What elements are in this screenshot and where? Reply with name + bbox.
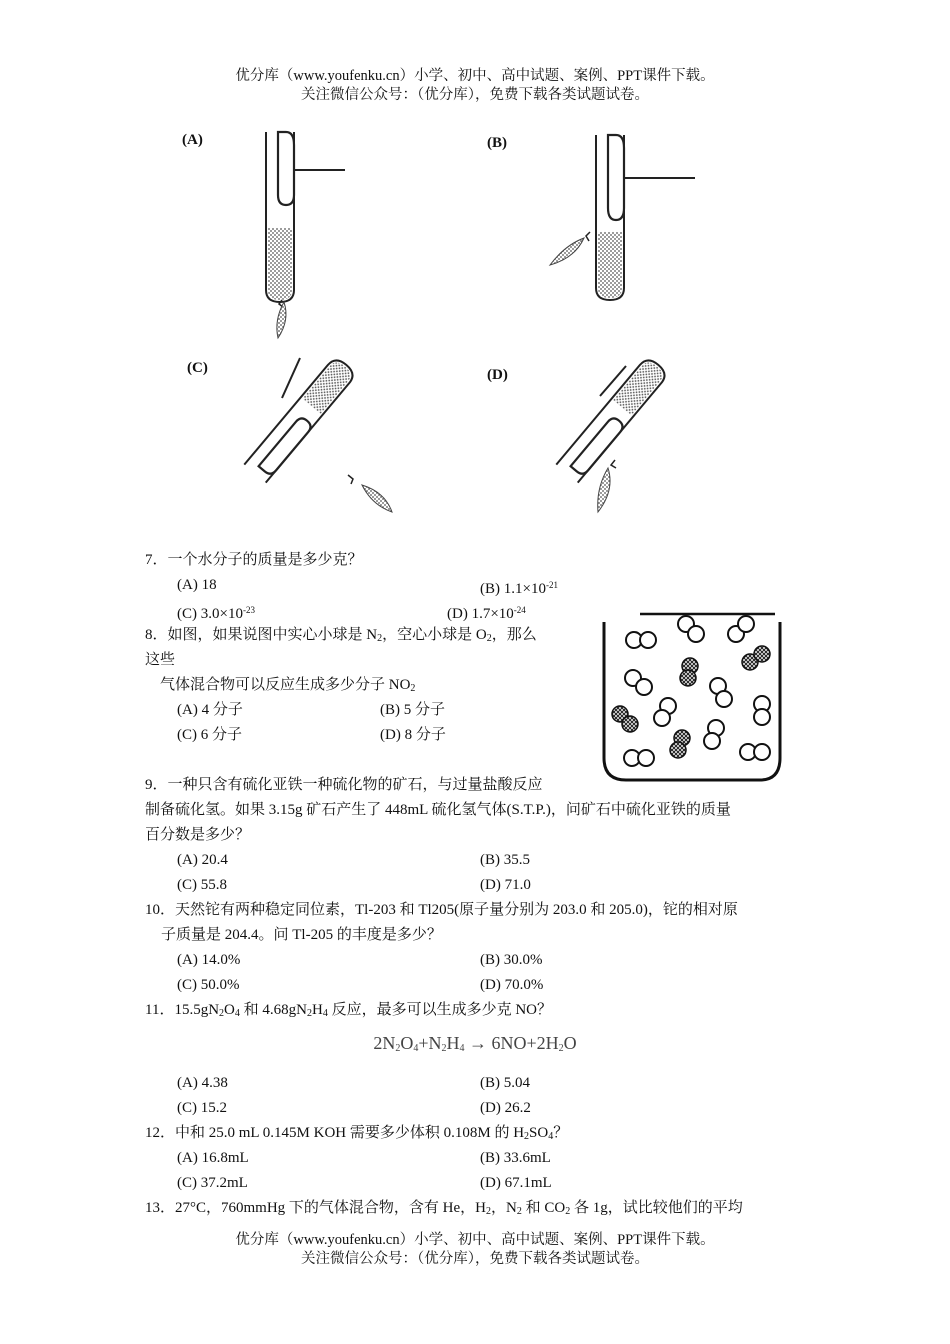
q10-option-d: (D) 70.0%	[480, 977, 544, 993]
q7-option-c: (C) $3.0\times 10^{-23}$	[177, 605, 255, 622]
q9-option-d: (D) 71.0	[480, 877, 531, 893]
footer-line-1: 优分库（www.youfenku.cn）小学、初中、高中试题、案例、PPT课件下载。	[235, 1232, 715, 1248]
page-footer	[0, 1231, 950, 1269]
q12-stem: 12．中和 25.0 mL 0.145M KOH 需要多少体积 0.108M 的 $H_2SO_4$？	[145, 1125, 569, 1142]
setup-c	[244, 356, 392, 512]
molecule-box-figure	[600, 610, 790, 790]
setup-a	[266, 132, 345, 338]
q9-stem-line-2: 制备硫化氢。如果 3.15g 矿石产生了 448mL 硫化氢气体(S.T.P.)，问矿石中硫化亚铁的质量	[145, 802, 731, 818]
setup-b	[550, 135, 695, 300]
q11-stem: 11．$15.5gN_2O_4$ 和 $4.68gN_2H_4$ 反应，最多可以生成多少克 NO？	[145, 1002, 552, 1019]
q8-option-a: (A) 4 分子	[177, 702, 243, 718]
q12-option-d: (D) 67.1mL	[480, 1175, 552, 1191]
q8-option-c: (C) 6 分子	[177, 727, 242, 743]
q9-option-b: (B) 35.5	[480, 852, 530, 868]
figure-label-d: (D)	[487, 367, 508, 383]
q11-equation: $2N_2O_4+N_2H_4 \to 6NO+2H_2O$	[373, 1033, 577, 1054]
q8-stem-line-3: 气体混合物可以反应生成多少分子 $NO_2$	[160, 677, 416, 694]
q7-stem: 7．一个水分子的质量是多少克？	[145, 552, 363, 568]
figure-label-b: (B)	[487, 135, 507, 151]
q13-stem: 13．27°C，760mmHg 下的气体混合物，含有 He，$H_2$，$N_2$ 和 $CO_2$ 各 1g，试比较他们的平均	[145, 1200, 743, 1217]
q11-option-b: (B) 5.04	[480, 1075, 530, 1091]
q8-option-d: (D) 8 分子	[380, 727, 446, 743]
footer-line-2: 关注微信公众号：（优分库），免费下载各类试题试卷。	[301, 1251, 649, 1267]
q10-option-b: (B) 30.0%	[480, 952, 543, 968]
q10-option-a: (A) 14.0%	[177, 952, 241, 968]
figure-label-a: (A)	[182, 132, 203, 148]
q8-stem-line-2: 这些	[145, 652, 176, 668]
q12-option-a: (A) 16.8mL	[177, 1150, 249, 1166]
q11-option-c: (C) 15.2	[177, 1100, 227, 1116]
q10-option-c: (C) 50.0%	[177, 977, 240, 993]
q8-option-b: (B) 5 分子	[380, 702, 445, 718]
setup-d	[556, 356, 669, 512]
q10-stem-line-2: 子质量是 204.4。问 Tl-205 的丰度是多少？	[161, 927, 442, 943]
header-line-1: 优分库（www.youfenku.cn）小学、初中、高中试题、案例、PPT课件下载。	[235, 68, 715, 84]
q12-option-c: (C) 37.2mL	[177, 1175, 248, 1191]
q8-stem-line-1: 8．如图，如果说图中实心小球是 $N_2$，空心小球是 $O_2$，那么	[145, 627, 537, 644]
header-line-2: 关注微信公众号：（优分库），免费下载各类试题试卷。	[301, 87, 649, 103]
q11-option-a: (A) 4.38	[177, 1075, 228, 1091]
q9-stem-line-3: 百分数是多少？	[145, 827, 251, 843]
q7-option-d: (D) $1.7\times 10^{-24}$	[447, 605, 526, 622]
q11-option-d: (D) 26.2	[480, 1100, 531, 1116]
q12-option-b: (B) 33.6mL	[480, 1150, 551, 1166]
q7-option-a: (A) 18	[177, 577, 217, 593]
q10-stem-line-1: 10．天然铊有两种稳定同位素，Tl-203 和 Tl205(原子量分别为 203.0 和 205.0)，铊的相对原	[145, 902, 738, 918]
q7-option-b: (B) $1.1\times 10^{-21}$	[480, 580, 558, 597]
q9-option-c: (C) 55.8	[177, 877, 227, 893]
test-tube-figure	[0, 0, 950, 540]
q9-stem-line-1: 9．一种只含有硫化亚铁一种硫化物的矿石，与过量盐酸反应	[145, 777, 543, 793]
q9-option-a: (A) 20.4	[177, 852, 228, 868]
figure-label-c: (C)	[187, 360, 208, 376]
